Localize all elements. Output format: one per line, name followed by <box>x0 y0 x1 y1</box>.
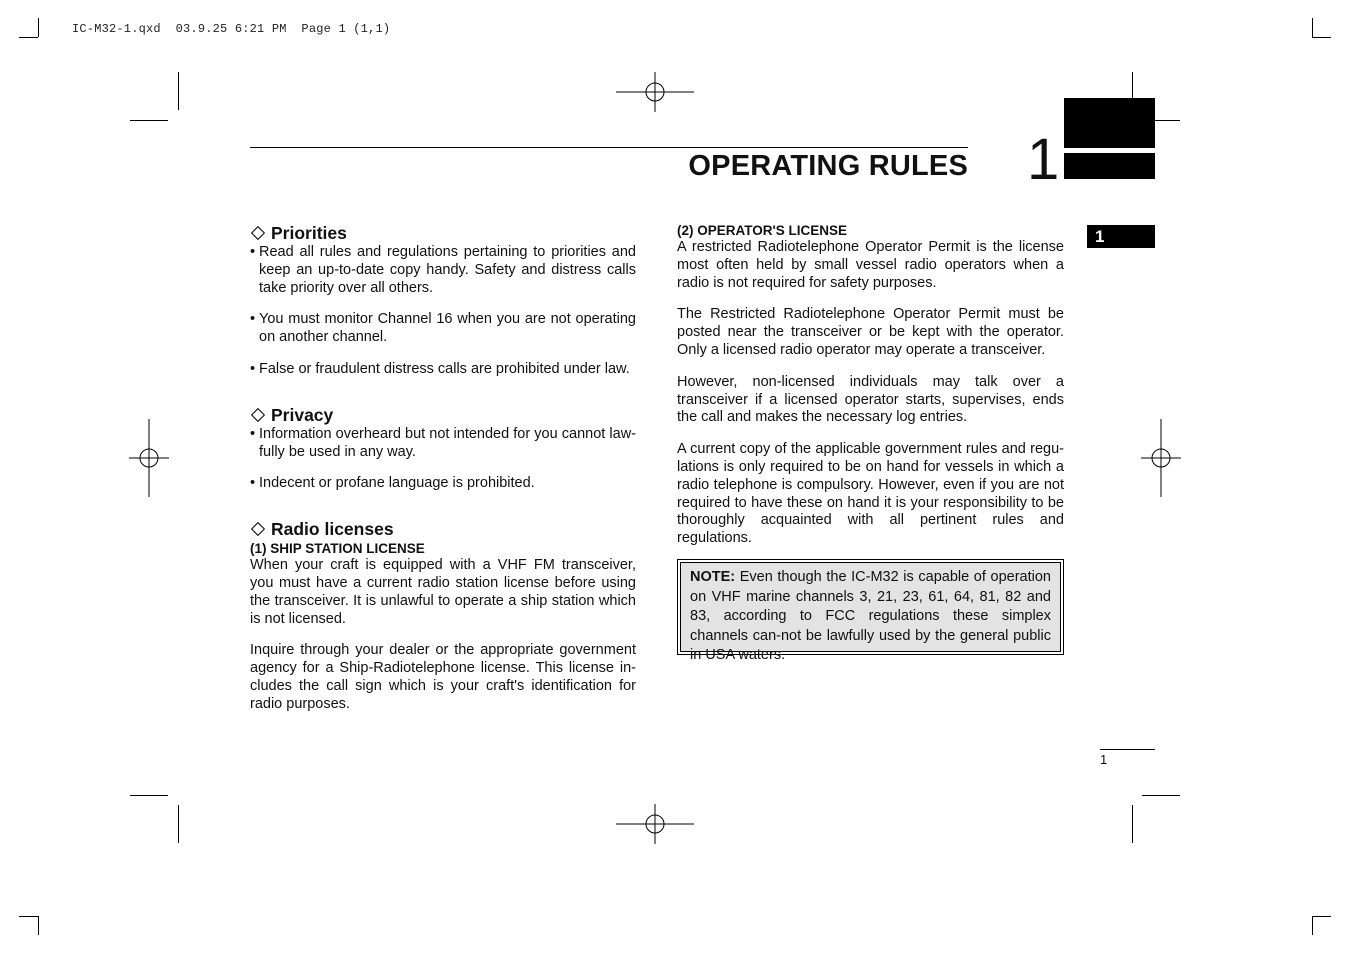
operators-license-paragraph: A current copy of the applicable government rules and regu-lations is only required to be on hand for vessels in which a radio telephone is compulsory. However, even if you are not required to have these on hand it is your responsibility to be thoroughly acquainted with all pertinent rules and regulations. <box>677 441 1064 547</box>
priorities-bullet: • False or fraudulent distress calls are prohibited under law. <box>250 361 636 379</box>
folio-rule <box>1100 749 1155 750</box>
chapter-tab: 1 <box>1087 225 1155 248</box>
privacy-bullet: • Information overheard but not intended for you cannot law-fully be used in any way. <box>250 426 636 462</box>
note-box <box>677 559 1064 663</box>
diamond-icon <box>251 408 265 422</box>
note-text: Even though the IC-M32 is capable of operation on VHF marine channels 3, 21, 23, 61, 64, 81, 82 and 83, according to FCC regulations these simplex channels can-not be lawfully used by the general public in USA waters. <box>690 569 1051 663</box>
diamond-icon <box>251 226 265 240</box>
registration-mark-right <box>1141 419 1181 497</box>
registration-mark-top <box>616 72 694 112</box>
chapter-block-bottom <box>1064 153 1155 179</box>
radio-licenses-heading: Radio licenses <box>250 518 636 540</box>
chapter-number: 1 <box>1027 127 1060 192</box>
privacy-bullet: • Indecent or profane language is prohibited. <box>250 475 636 493</box>
chapter-block-top <box>1064 98 1155 148</box>
priorities-bullet: • You must monitor Channel 16 when you are not operating on another channel. <box>250 311 636 347</box>
privacy-heading: Privacy <box>250 404 636 426</box>
registration-mark-left <box>129 419 169 497</box>
registration-mark-bottom <box>616 804 694 844</box>
diamond-icon <box>251 522 265 536</box>
note-content <box>680 562 1061 663</box>
operators-license-subheading: (2) OPERATOR'S LICENSE <box>677 223 847 238</box>
header-rule <box>250 147 968 148</box>
page-number: 1 <box>1100 752 1108 767</box>
operators-license-paragraph: However, non-licensed individuals may talk over a transceiver if a licensed operator starts, supervises, ends the call and makes the necessary log entries. <box>677 373 1064 426</box>
ship-station-license-subheading: (1) SHIP STATION LICENSE <box>250 541 425 557</box>
operators-license-paragraph: A restricted Radiotelephone Operator Permit is the license most often held by small vessel radio operators when a radio is not required for safety purposes. <box>677 239 1064 291</box>
operators-license-paragraph: The Restricted Radiotelephone Operator Permit must be posted near the transceiver or be kept with the operator. Only a licensed radio operator may operate a transceiver. <box>677 306 1064 358</box>
left-column <box>250 222 636 714</box>
file-slug: IC-M32-1.qxd 03.9.25 6:21 PM Page 1 (1,1) <box>72 22 391 36</box>
ship-station-paragraph: When your craft is equipped with a VHF FM transceiver, you must have a current radio station license before using the transceiver. It is unlawful to operate a ship station which is not licensed. <box>250 557 636 627</box>
right-column <box>677 222 1064 548</box>
page-title: OPERATING RULES <box>688 150 968 182</box>
ship-station-paragraph: Inquire through your dealer or the appropriate government agency for a Ship-Radiotelephone license. This license in-cludes the call sign which is your craft's identification for radio purposes. <box>250 642 636 712</box>
priorities-bullet: • Read all rules and regulations pertaining to priorities and keep an up-to-date copy handy. Safety and distress calls take priority over all others. <box>250 244 636 297</box>
priorities-heading: Priorities <box>250 222 636 244</box>
note-label: NOTE: <box>690 569 736 585</box>
